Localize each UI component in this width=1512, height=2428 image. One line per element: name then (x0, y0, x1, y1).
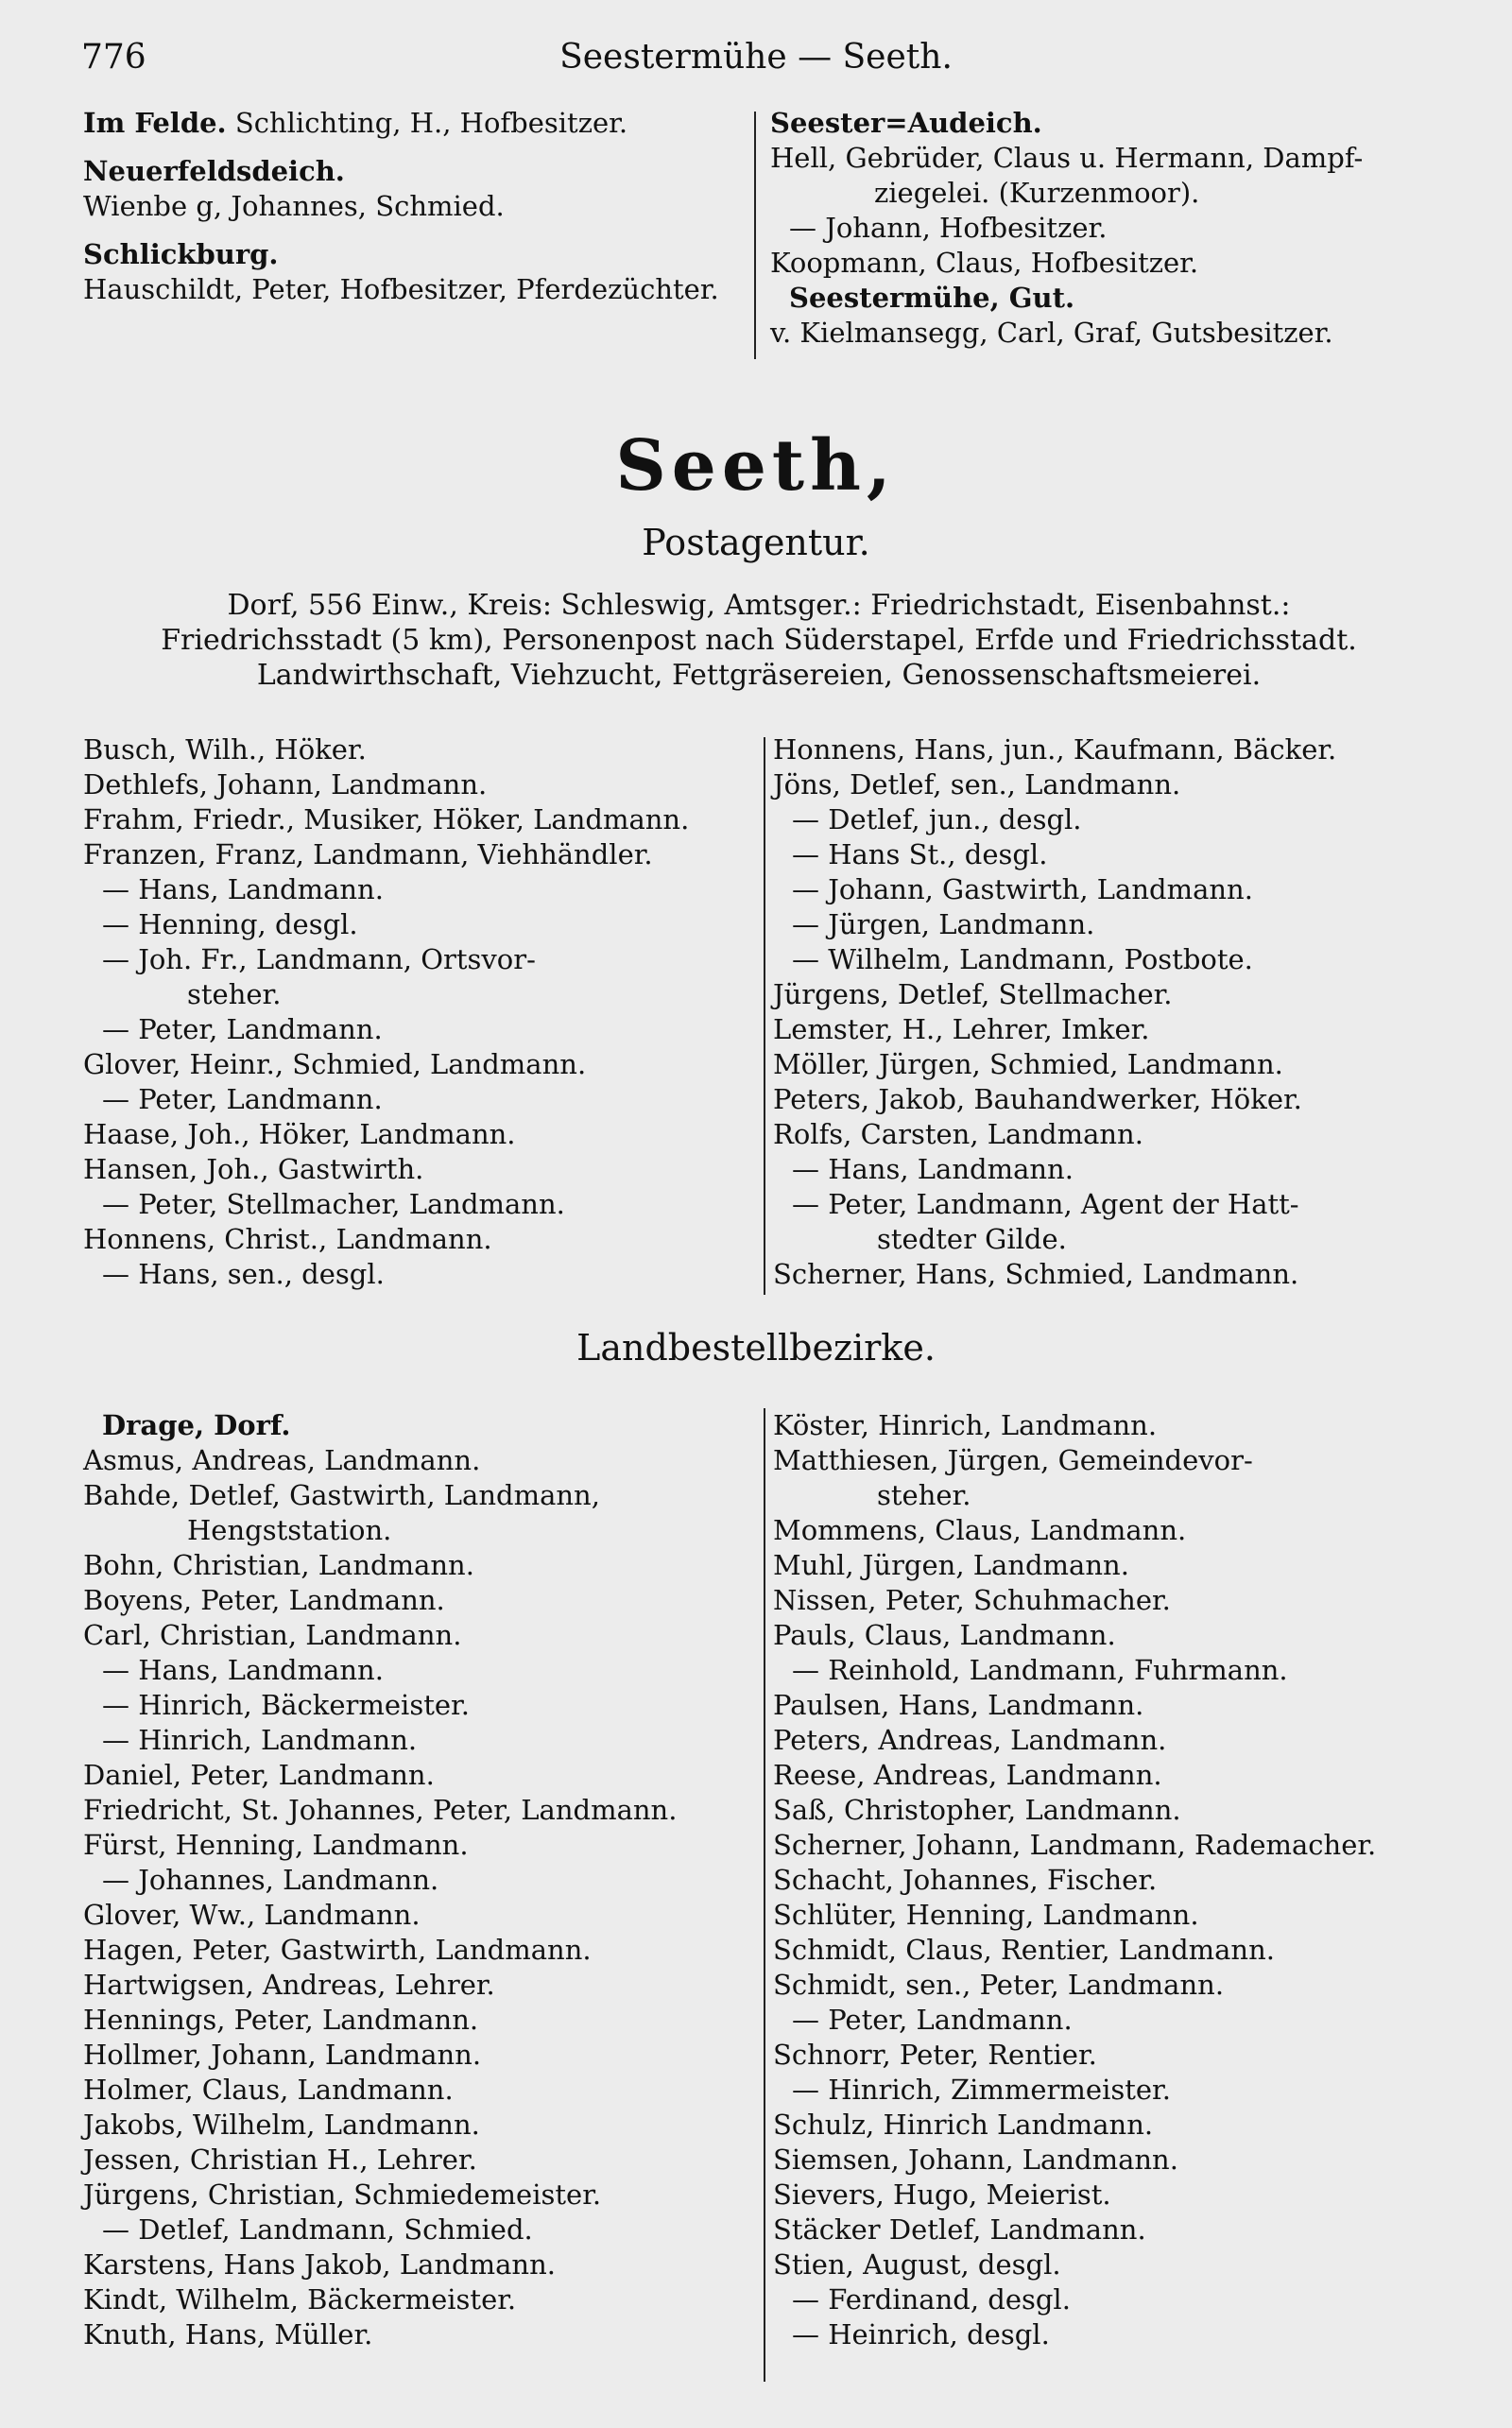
entry-line: — Peter, Landmann. (792, 2004, 1073, 2036)
column-divider (764, 1408, 765, 2382)
entry-line: Paulsen, Hans, Landmann. (773, 1689, 1144, 1721)
seeth-right-column (773, 732, 1453, 1292)
page-number: 776 (81, 38, 146, 77)
entry-line: Sievers, Hugo, Meierist. (773, 2178, 1111, 2211)
entry-line: Friedricht, St. Johannes, Peter, Landmann. (83, 1794, 678, 1826)
entry-line: Pauls, Claus, Landmann. (773, 1619, 1116, 1651)
top-right-column (770, 106, 1451, 351)
entry-line: Matthiesen, Jürgen, Gemeindevor- (773, 1444, 1253, 1476)
entry-line: Hagen, Peter, Gastwirth, Landmann. (83, 1934, 592, 1966)
running-title: Seestermühe — Seeth. (559, 38, 953, 77)
entry-line: Wienbe g, Johannes, Schmied. (83, 190, 505, 222)
entry-line: — Peter, Landmann. (102, 1083, 383, 1115)
entry-line: Bohn, Christian, Landmann. (83, 1549, 474, 1581)
entry-line: — Peter, Stellmacher, Landmann. (102, 1188, 565, 1220)
entry-line: Jessen, Christian H., Lehrer. (83, 2144, 477, 2176)
entry-line: Jöns, Detlef, sen., Landmann. (773, 768, 1181, 801)
entry-line: Hennings, Peter, Landmann. (83, 2004, 479, 2036)
entry-line: Hell, Gebrüder, Claus u. Hermann, Dampf- (770, 142, 1364, 174)
entry-line: — Johann, Gastwirth, Landmann. (792, 873, 1253, 905)
bottom-right-column (773, 1408, 1453, 2352)
entry-line: Haase, Joh., Höker, Landmann. (83, 1118, 516, 1150)
entry-line: — Detlef, Landmann, Schmied. (102, 2213, 533, 2246)
entry-line: Muhl, Jürgen, Landmann. (773, 1549, 1129, 1581)
entry-line: Glover, Ww., Landmann. (83, 1899, 421, 1931)
bottom-left-column (83, 1408, 754, 2352)
entry-line: Asmus, Andreas, Landmann. (83, 1444, 481, 1476)
entry-line: Jürgens, Christian, Schmiedemeister. (83, 2178, 602, 2211)
section-title: Landbestellbezirke. (576, 1327, 936, 1369)
entry-line: Schlüter, Henning, Landmann. (773, 1899, 1199, 1931)
entry-line: Seestermühe, Gut. (789, 282, 1075, 314)
description-line: Dorf, 556 Einw., Kreis: Schleswig, Amtsger.: Friedrichstadt, Eisenbahnst.: (227, 589, 1291, 622)
entry-line: Scherner, Hans, Schmied, Landmann. (773, 1258, 1299, 1290)
entry-line: Schnorr, Peter, Rentier. (773, 2039, 1097, 2071)
entry-line: — Hinrich, Landmann. (102, 1724, 418, 1756)
entry-line: Koopmann, Claus, Hofbesitzer. (770, 247, 1199, 279)
entry-line: Holmer, Claus, Landmann. (83, 2074, 454, 2106)
entry-line: Hollmer, Johann, Landmann. (83, 2039, 482, 2071)
seeth-left-column (83, 732, 745, 1292)
entry-line: Peters, Jakob, Bauhandwerker, Höker. (773, 1083, 1302, 1115)
entry-line: Im Felde. Schlichting, H., Hofbesitzer. (83, 107, 628, 139)
entry-line: — Hans, Landmann. (102, 1654, 384, 1686)
entry-line: Hengststation. (187, 1514, 392, 1546)
top-left-column (83, 106, 745, 307)
entry-line: Boyens, Peter, Landmann. (83, 1584, 445, 1616)
entry-line: Köster, Hinrich, Landmann. (773, 1409, 1158, 1441)
entry-line: Neuerfeldsdeich. (83, 155, 345, 187)
place-title: Seeth, (615, 425, 897, 507)
entry-line: — Peter, Landmann. (102, 1013, 383, 1045)
entry-line: Möller, Jürgen, Schmied, Landmann. (773, 1048, 1283, 1080)
entry-line: Reese, Andreas, Landmann. (773, 1759, 1162, 1791)
entry-line: Hansen, Joh., Gastwirth. (83, 1153, 424, 1185)
entry-line: — Johannes, Landmann. (102, 1864, 439, 1896)
entry-line: — Reinhold, Landmann, Fuhrmann. (792, 1654, 1288, 1686)
entry-line: Jakobs, Wilhelm, Landmann. (83, 2109, 480, 2141)
entry-line: Rolfs, Carsten, Landmann. (773, 1118, 1143, 1150)
entry-line: v. Kielmansegg, Carl, Graf, Gutsbesitzer. (770, 317, 1333, 349)
entry-line: Frahm, Friedr., Musiker, Höker, Landmann. (83, 803, 690, 835)
entry-line: Nissen, Peter, Schuhmacher. (773, 1584, 1171, 1616)
entry-line: Peters, Andreas, Landmann. (773, 1724, 1167, 1756)
place-description (83, 588, 1435, 693)
entry-line: Dethlefs, Johann, Landmann. (83, 768, 488, 801)
entry-line: Schacht, Johannes, Fischer. (773, 1864, 1158, 1896)
entry-line: Stien, August, desgl. (773, 2248, 1061, 2281)
entry-line: ziegelei. (Kurzenmoor). (874, 177, 1200, 209)
entry-line: — Hans, Landmann. (792, 1153, 1074, 1185)
entry-line: Lemster, H., Lehrer, Imker. (773, 1013, 1150, 1045)
entry-line: Carl, Christian, Landmann. (83, 1619, 462, 1651)
entry-line: — Jürgen, Landmann. (792, 908, 1095, 940)
entry-line: — Hans, Landmann. (102, 873, 384, 905)
entry-line: Schulz, Hinrich Landmann. (773, 2109, 1154, 2141)
entry-line: — Wilhelm, Landmann, Postbote. (792, 943, 1253, 975)
description-line: Landwirthschaft, Viehzucht, Fettgräsereien, Genossenschaftsmeierei. (256, 659, 1262, 692)
entry-line: — Heinrich, desgl. (792, 2318, 1050, 2351)
entry-line: Stäcker Detlef, Landmann. (773, 2213, 1146, 2246)
entry-line: Glover, Heinr., Schmied, Landmann. (83, 1048, 587, 1080)
running-header (0, 38, 1512, 91)
entry-line: Kindt, Wilhelm, Bäckermeister. (83, 2283, 517, 2316)
entry-line: Hauschildt, Peter, Hofbesitzer, Pferdezüchter. (83, 273, 719, 305)
entry-line: Busch, Wilh., Höker. (83, 733, 367, 766)
entry-line: Schmidt, Claus, Rentier, Landmann. (773, 1934, 1275, 1966)
entry-line: Scherner, Johann, Landmann, Rademacher. (773, 1829, 1377, 1861)
entry-line: Siemsen, Johann, Landmann. (773, 2144, 1178, 2176)
description-line: Friedrichsstadt (5 km), Personenpost nach Süderstapel, Erfde und Friedrichsstadt. (161, 624, 1357, 657)
entry-line: — Ferdinand, desgl. (792, 2283, 1071, 2316)
entry-line: Seester=Audeich. (770, 107, 1042, 139)
entry-line: Karstens, Hans Jakob, Landmann. (83, 2248, 556, 2281)
entry-line: Mommens, Claus, Landmann. (773, 1514, 1187, 1546)
entry-line: — Hinrich, Bäckermeister. (102, 1689, 470, 1721)
entry-line: — Henning, desgl. (102, 908, 358, 940)
entry-line: — Hans, sen., desgl. (102, 1258, 385, 1290)
entry-line: Honnens, Christ., Landmann. (83, 1223, 492, 1255)
column-divider (764, 737, 765, 1295)
entry-line: Bahde, Detlef, Gastwirth, Landmann, (83, 1479, 600, 1511)
entry-line: — Hans St., desgl. (792, 838, 1048, 870)
entry-line: stedter Gilde. (877, 1223, 1067, 1255)
entry-line: Daniel, Peter, Landmann. (83, 1759, 435, 1791)
entry-line: Franzen, Franz, Landmann, Viehhändler. (83, 838, 653, 870)
entry-line: Schlickburg. (83, 238, 279, 270)
entry-line: steher. (877, 1479, 971, 1511)
entry-line: — Hinrich, Zimmermeister. (792, 2074, 1171, 2106)
entry-line: steher. (187, 978, 282, 1010)
place-subtitle: Postagentur. (642, 522, 870, 563)
entry-line: Jürgens, Detlef, Stellmacher. (773, 978, 1173, 1010)
column-divider (754, 112, 756, 359)
entry-line: Schmidt, sen., Peter, Landmann. (773, 1969, 1225, 2001)
entry-line: — Detlef, jun., desgl. (792, 803, 1082, 835)
entry-line: Saß, Christopher, Landmann. (773, 1794, 1181, 1826)
entry-line: Drage, Dorf. (102, 1409, 291, 1441)
entry-line: — Joh. Fr., Landmann, Ortsvor- (102, 943, 536, 975)
locality-label: Im Felde. (83, 107, 227, 139)
entry-line: — Johann, Hofbesitzer. (789, 212, 1108, 244)
entry-line: — Peter, Landmann, Agent der Hatt- (792, 1188, 1299, 1220)
entry-line: Honnens, Hans, jun., Kaufmann, Bäcker. (773, 733, 1337, 766)
entry-line: Hartwigsen, Andreas, Lehrer. (83, 1969, 495, 2001)
entry-line: Knuth, Hans, Müller. (83, 2318, 373, 2351)
entry-line: Fürst, Henning, Landmann. (83, 1829, 469, 1861)
